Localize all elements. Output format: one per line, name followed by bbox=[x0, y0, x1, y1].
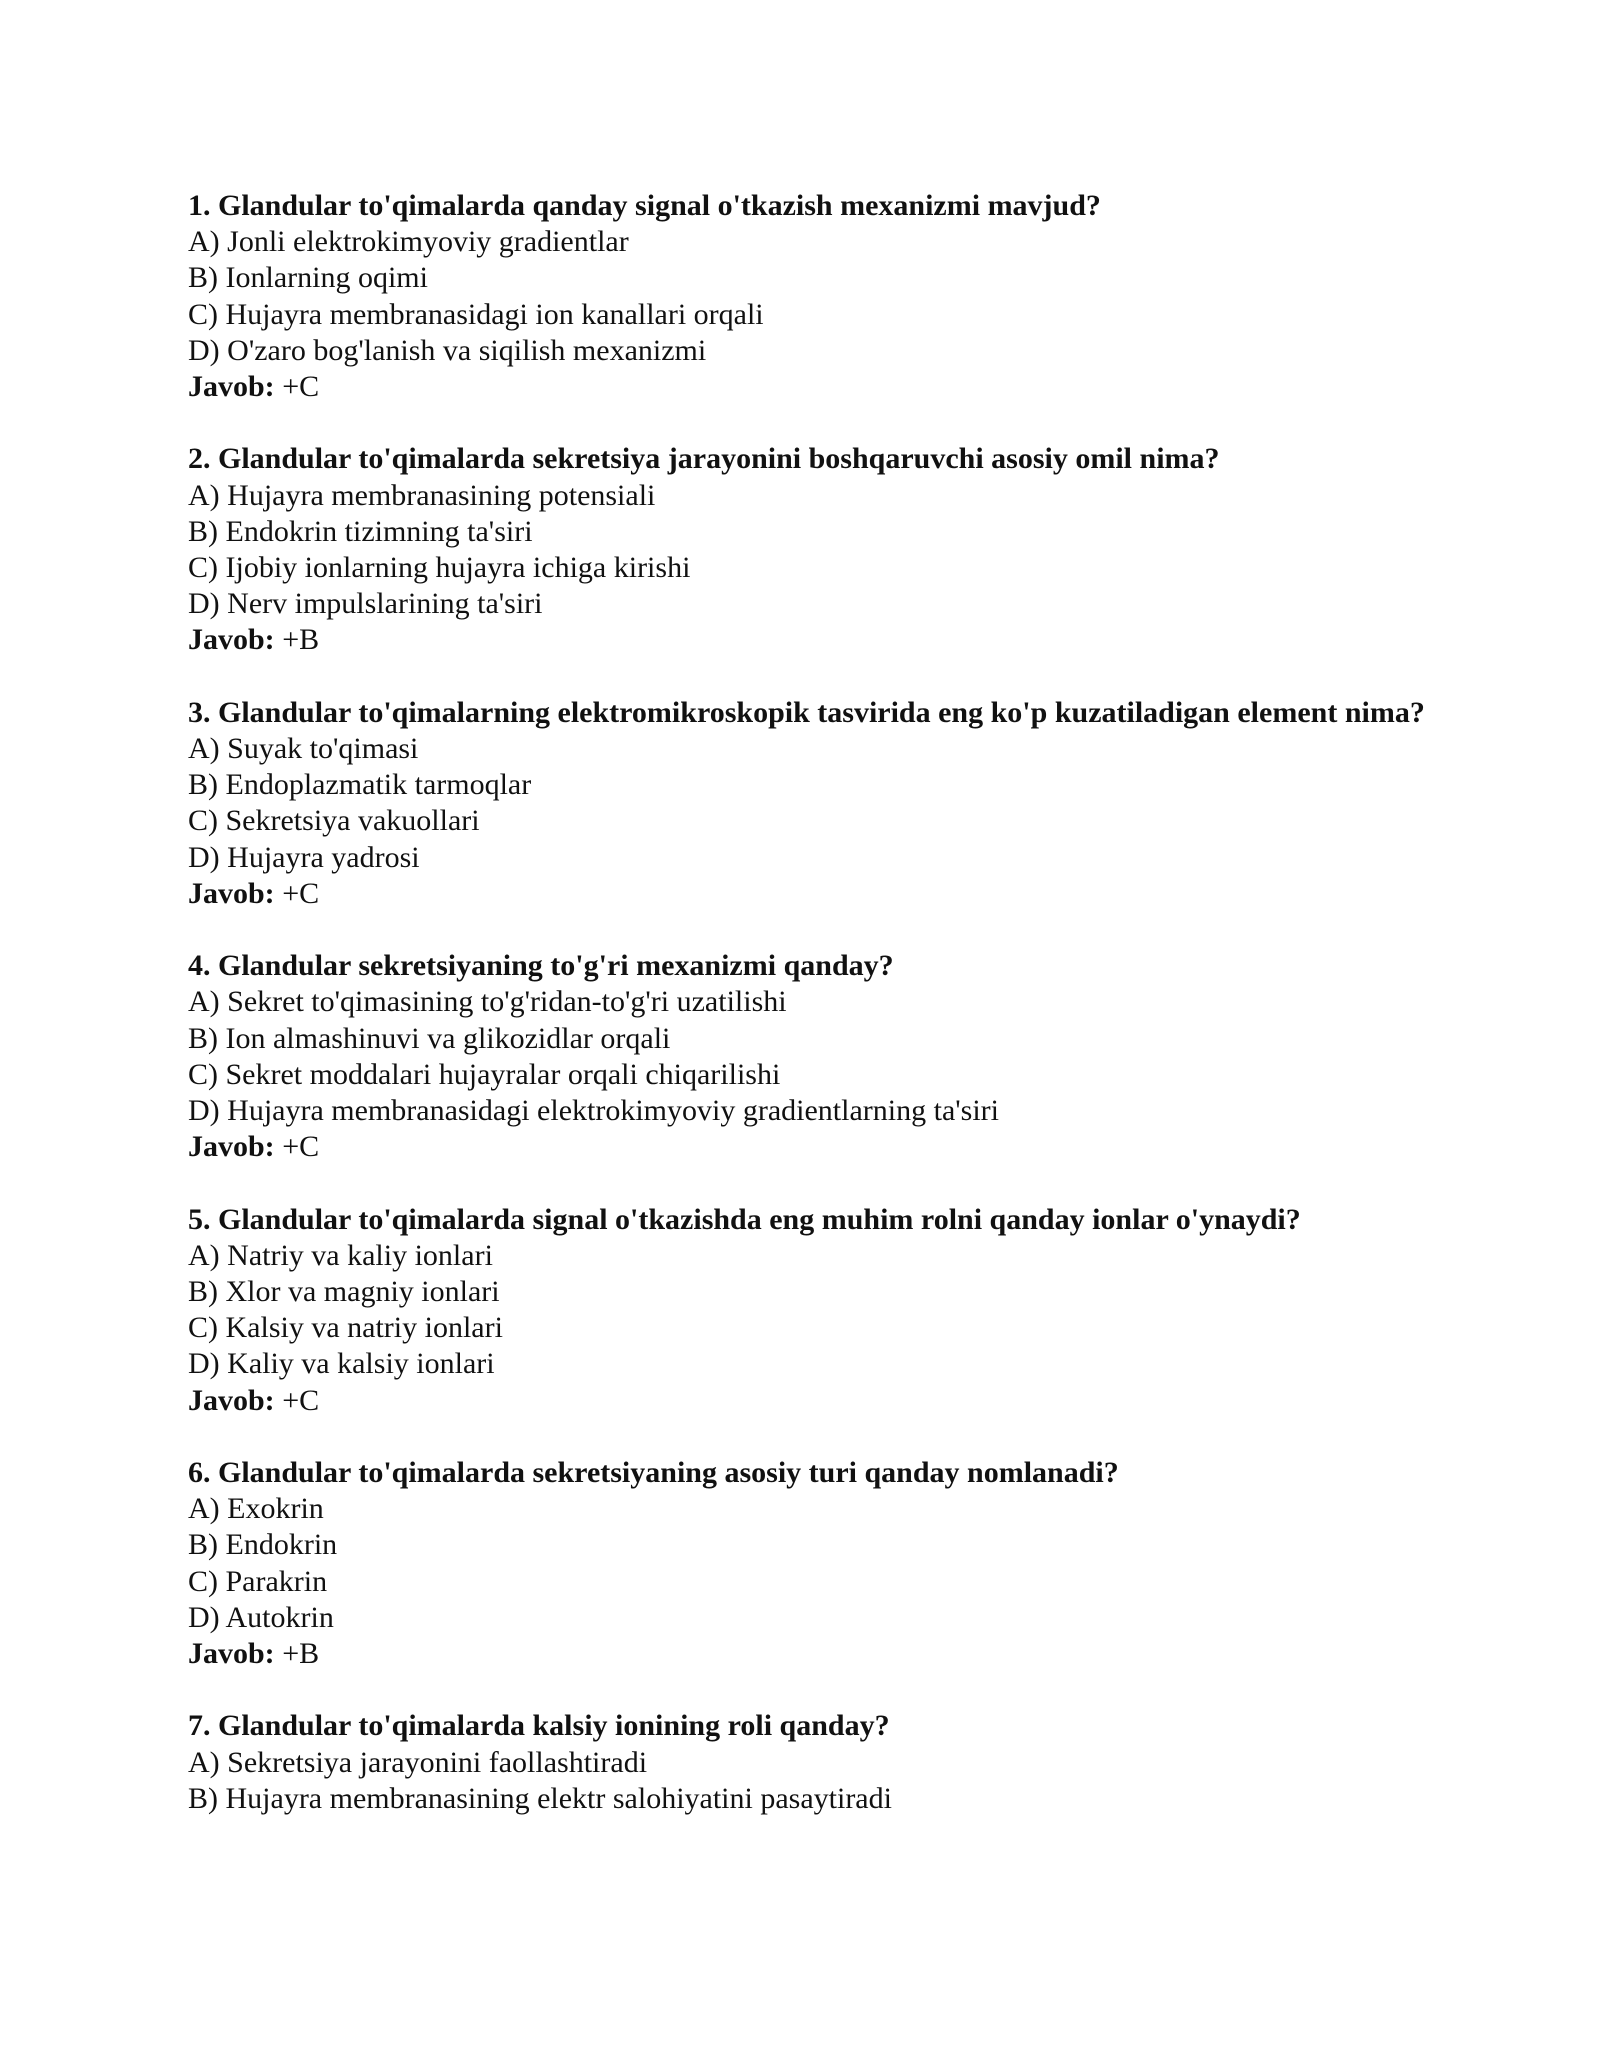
question-text: 1. Glandular to'qimalarda qanday signal o'tkazish mexanizmi mavjud? bbox=[188, 189, 1101, 222]
answer-option-a: A) Natriy va kaliy ionlari bbox=[188, 1238, 493, 1272]
question-text: 2. Glandular to'qimalarda sekretsiya jarayonini boshqaruvchi asosiy omil nima? bbox=[188, 442, 1220, 476]
answer-key: Javob: +C bbox=[188, 1130, 320, 1164]
question-text: 3. Glandular to'qimalarning elektromikroskopik tasvirida eng ko'p kuzatiladigan element nima? bbox=[188, 695, 1425, 729]
question-text: 5. Glandular to'qimalarda signal o'tkazishda eng muhim rolni qanday ionlar o'ynaydi? bbox=[188, 1202, 1301, 1236]
answer-option-a: A) Suyak to'qimasi bbox=[188, 732, 419, 766]
answer-option-a: A) Sekretsiya jarayonini faollashtiradi bbox=[188, 1745, 648, 1779]
question-block-1 bbox=[188, 188, 1428, 405]
question-block-4 bbox=[188, 948, 1428, 1165]
answer-option-d: D) O'zaro bog'lanish va siqilish mexanizmi bbox=[188, 333, 707, 367]
answer-key: Javob: +C bbox=[188, 370, 320, 404]
answer-option-b: B) Xlor va magniy ionlari bbox=[188, 1275, 500, 1309]
answer-option-a: A) Hujayra membranasining potensiali bbox=[188, 478, 656, 512]
answer-key: Javob: +B bbox=[188, 1637, 320, 1671]
answer-option-c: C) Ijobiy ionlarning hujayra ichiga kirishi bbox=[188, 551, 691, 585]
answer-option-b: B) Endoplazmatik tarmoqlar bbox=[188, 768, 532, 802]
answer-option-c: C) Sekretsiya vakuollari bbox=[188, 804, 480, 838]
question-block-7 bbox=[188, 1708, 1428, 1817]
answer-option-a: A) Sekret to'qimasining to'g'ridan-to'g'ri uzatilishi bbox=[188, 985, 787, 1019]
answer-key: Javob: +C bbox=[188, 876, 320, 910]
answer-option-d: D) Kaliy va kalsiy ionlari bbox=[188, 1347, 495, 1381]
answer-option-b: B) Hujayra membranasining elektr salohiyatini pasaytiradi bbox=[188, 1781, 892, 1815]
answer-option-c: C) Hujayra membranasidagi ion kanallari orqali bbox=[188, 297, 764, 331]
answer-option-b: B) Endokrin tizimning ta'siri bbox=[188, 514, 533, 548]
question-block-3 bbox=[188, 695, 1428, 912]
answer-option-d: D) Hujayra membranasidagi elektrokimyoviy gradientlarning ta'siri bbox=[188, 1094, 999, 1128]
answer-option-d: D) Hujayra yadrosi bbox=[188, 840, 420, 874]
question-text: 4. Glandular sekretsiyaning to'g'ri mexanizmi qanday? bbox=[188, 949, 894, 983]
question-block-5 bbox=[188, 1202, 1428, 1419]
question-text: 7. Glandular to'qimalarda kalsiy ionining roli qanday? bbox=[188, 1709, 890, 1743]
answer-option-d: D) Autokrin bbox=[188, 1600, 334, 1634]
answer-option-a: A) Exokrin bbox=[188, 1492, 324, 1526]
answer-option-c: C) Parakrin bbox=[188, 1564, 328, 1598]
answer-option-d: D) Nerv impulslarining ta'siri bbox=[188, 587, 543, 621]
answer-option-b: B) Ion almashinuvi va glikozidlar orqali bbox=[188, 1021, 671, 1055]
question-text: 6. Glandular to'qimalarda sekretsiyaning asosiy turi qanday nomlanadi? bbox=[188, 1456, 1119, 1490]
answer-option-b: B) Endokrin bbox=[188, 1528, 338, 1562]
document-page bbox=[188, 188, 1428, 1853]
answer-key: Javob: +B bbox=[188, 623, 320, 657]
answer-key: Javob: +C bbox=[188, 1383, 320, 1417]
answer-option-a: A) Jonli elektrokimyoviy gradientlar bbox=[188, 225, 629, 259]
answer-option-c: C) Sekret moddalari hujayralar orqali chiqarilishi bbox=[188, 1057, 781, 1091]
answer-option-c: C) Kalsiy va natriy ionlari bbox=[188, 1311, 503, 1345]
question-block-2 bbox=[188, 441, 1428, 658]
question-block-6 bbox=[188, 1455, 1428, 1672]
answer-option-b: B) Ionlarning oqimi bbox=[188, 261, 428, 295]
